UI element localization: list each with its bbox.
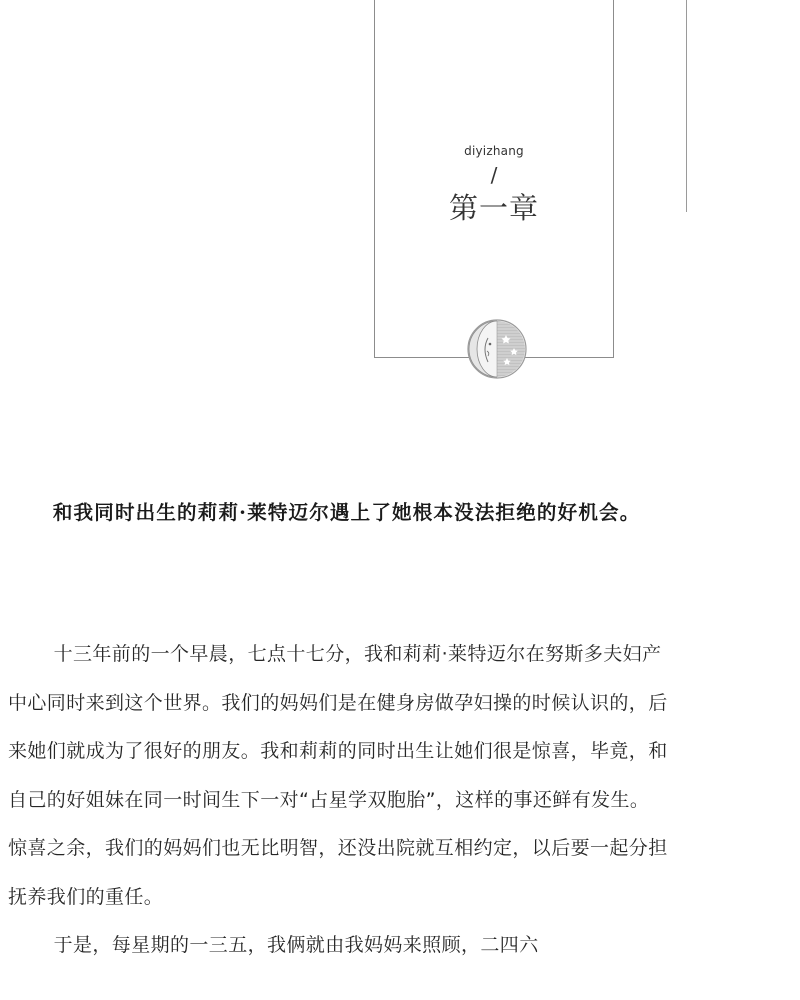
- chapter-pinyin: diyizhang: [464, 144, 524, 158]
- chapter-title: 第一章: [448, 191, 539, 225]
- body-paragraph-2: 于是，每星期的一三五，我俩就由我妈妈来照顾，二四六: [53, 934, 539, 956]
- side-rule: [686, 0, 687, 212]
- chapter-slash: /: [490, 163, 498, 187]
- medallion-graphic: [466, 318, 528, 380]
- body-paragraph-1: 十三年前的一个早晨，七点十七分，我和莉莉·莱特迈尔在努斯多夫妇产中心同时来到这个世界。我们的妈妈们是在健身房做孕妇操的时候认识的，后来她们就成为了很好的朋友。我和莉莉的同时出生让她们很是惊喜，毕竟，和自己的好姐妹在同一时间生下一对“占星学双胞胎”，这样的事还鲜有发生。惊喜之余，我们的妈妈们也无比明智，还没出院就互相约定，以后要一起分担抚养我们的重任。: [8, 643, 668, 908]
- lead-paragraph: 和我同时出生的莉莉·莱特迈尔遇上了她根本没法拒绝的好机会。: [52, 501, 641, 524]
- body-text: [8, 630, 668, 970]
- sun-moon-medallion-icon: [466, 318, 528, 380]
